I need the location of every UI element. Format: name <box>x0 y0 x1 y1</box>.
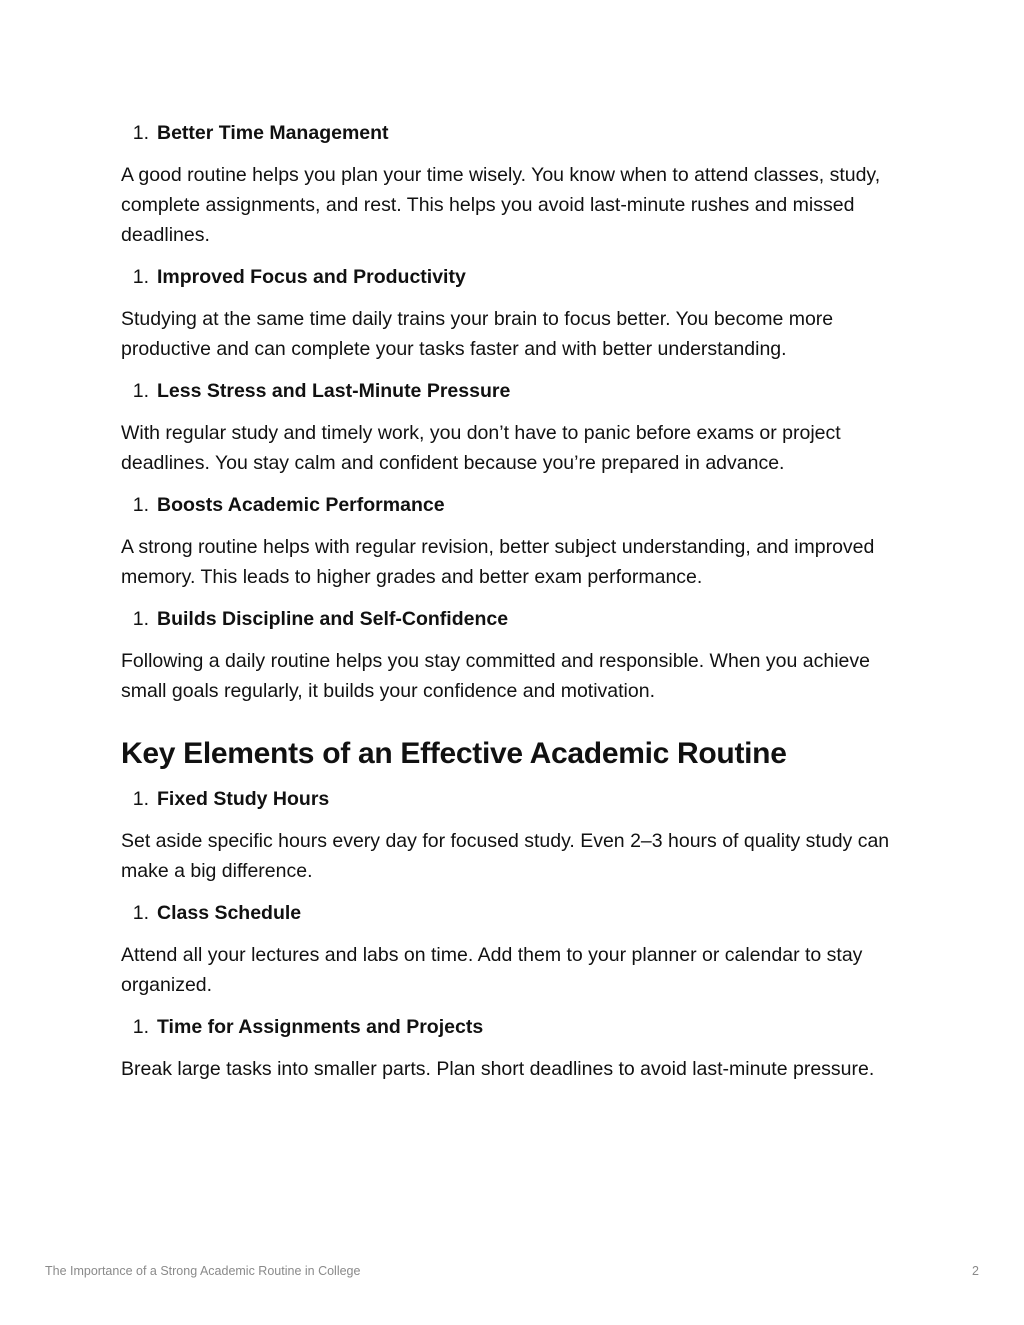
list-number: 1. <box>132 1016 149 1038</box>
list-number: 1. <box>132 266 149 288</box>
list-item-title: Time for Assignments and Projects <box>157 1016 484 1038</box>
list-number: 1. <box>132 608 149 630</box>
list-item <box>121 1012 911 1084</box>
list-number: 1. <box>132 788 149 810</box>
list-item-heading <box>121 604 911 634</box>
page-content <box>121 118 911 1096</box>
list-number: 1. <box>132 902 149 924</box>
paragraph: Following a daily routine helps you stay committed and responsible. When you achieve small goals regularly, it builds your confidence and motivation. <box>121 650 870 702</box>
list-item <box>121 118 911 250</box>
section-heading: Key Elements of an Effective Academic Routine <box>121 737 787 770</box>
list-item-heading <box>121 118 911 148</box>
footer-document-title: The Importance of a Strong Academic Routine in College <box>45 1264 361 1278</box>
list-item <box>121 784 911 886</box>
paragraph: Break large tasks into smaller parts. Plan short deadlines to avoid last-minute pressure. <box>121 1058 875 1080</box>
list-item-heading <box>121 376 911 406</box>
list-item-heading <box>121 784 911 814</box>
list-item <box>121 376 911 478</box>
paragraph: Studying at the same time daily trains your brain to focus better. You become more productive and can complete your tasks faster and with better understanding. <box>121 308 834 360</box>
list-number: 1. <box>132 122 149 144</box>
list-item-title: Less Stress and Last-Minute Pressure <box>157 380 511 402</box>
list-item-heading <box>121 262 911 292</box>
paragraph: Attend all your lectures and labs on time. Add them to your planner or calendar to stay organized. <box>121 944 863 996</box>
list-item-heading <box>121 1012 911 1042</box>
list-number: 1. <box>132 380 149 402</box>
paragraph: A strong routine helps with regular revision, better subject understanding, and improved memory. This leads to higher grades and better exam performance. <box>121 536 875 588</box>
page-footer <box>45 1262 979 1280</box>
list-item-heading <box>121 898 911 928</box>
list-item-title: Improved Focus and Productivity <box>157 266 466 288</box>
list-item-title: Builds Discipline and Self-Confidence <box>157 608 509 630</box>
list-item-title: Boosts Academic Performance <box>157 494 445 516</box>
paragraph: With regular study and timely work, you don’t have to panic before exams or project deadlines. You stay calm and confident because you’re prepared in advance. <box>121 422 841 474</box>
list-item <box>121 604 911 706</box>
list-item <box>121 898 911 1000</box>
footer-page-number: 2 <box>972 1264 979 1278</box>
paragraph: Set aside specific hours every day for focused study. Even 2–3 hours of quality study can make a big difference. <box>121 830 890 882</box>
list-item-title: Class Schedule <box>157 902 302 924</box>
list-number: 1. <box>132 494 149 516</box>
list-item-title: Better Time Management <box>157 122 389 144</box>
paragraph: A good routine helps you plan your time wisely. You know when to attend classes, study, complete assignments, and rest. This helps you avoid last-minute rushes and missed deadlines. <box>121 164 881 246</box>
list-item <box>121 262 911 364</box>
list-item <box>121 490 911 592</box>
list-item-heading <box>121 490 911 520</box>
list-item-title: Fixed Study Hours <box>157 788 330 810</box>
